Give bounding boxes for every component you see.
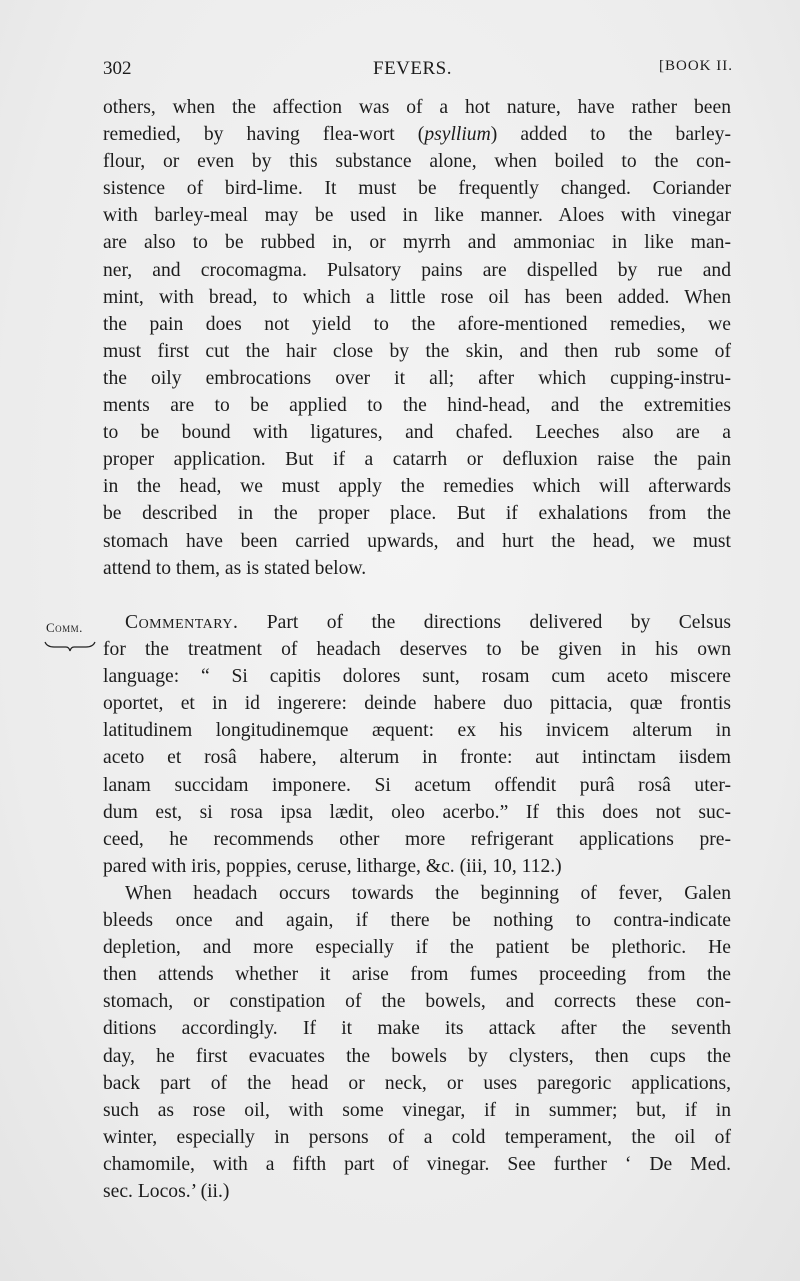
text-line: bleeds once and again, if there be nothing to contra-indicate — [103, 910, 731, 932]
text-line: proper application. But if a catarrh or defluxion raise the pain — [103, 449, 731, 471]
text-line: flour, or even by this substance alone, when boiled to the con- — [103, 151, 731, 173]
text-line: for the treatment of headach deserves to be given in his own — [103, 639, 731, 661]
text-line: stomach, or constipation of the bowels, and corrects these con- — [103, 991, 731, 1013]
text-line: depletion, and more especially if the patient be plethoric. He — [103, 937, 731, 959]
paragraph-continued — [103, 94, 731, 582]
page-header — [103, 58, 733, 82]
text-line: remedied, by having flea-wort (psyllium) added to the barley- — [103, 124, 732, 146]
text-line: to be bound with ligatures, and chafed. Leeches also are a — [103, 422, 731, 444]
text-line: in the head, we must apply the remedies which will afterwards — [103, 476, 731, 498]
text-line: the pain does not yield to the afore-mentioned remedies, we — [103, 313, 731, 335]
text-line: pared with iris, poppies, ceruse, litharge, &c. (iii, 10, 112.) — [103, 855, 562, 877]
text-line: ments are to be applied to the hind-head, and the extremities — [103, 395, 731, 417]
text-line: must first cut the hair close by the skin, and then rub some of — [103, 340, 731, 362]
text-line: ceed, he recommends other more refrigerant applications pre- — [103, 828, 731, 850]
text-line: back part of the head or neck, or uses paregoric applications, — [103, 1072, 731, 1094]
italic-term: psyllium — [424, 124, 491, 146]
text-line: day, he first evacuates the bowels by clysters, then cups the — [103, 1045, 731, 1067]
text-line: language: “ Si capitis dolores sunt, rosam cum aceto miscere — [103, 666, 731, 688]
text-fragment: Part of the directions delivered by Celsus — [238, 612, 731, 633]
commentary-paragraph — [103, 609, 731, 880]
text-line: sistence of bird-lime. It must be frequently changed. Coriander — [103, 178, 731, 200]
margin-brace — [44, 640, 96, 652]
text-line — [103, 609, 731, 636]
page-number: 302 — [103, 58, 132, 79]
text-line: then attends whether it arise from fumes proceeding from the — [103, 964, 731, 986]
text-line: with barley-meal may be used in like manner. Aloes with vinegar — [103, 205, 731, 227]
book-reference: [BOOK II. — [659, 58, 733, 74]
text-line: ner, and crocomagma. Pulsatory pains are dispelled by rue and — [103, 259, 731, 281]
text-line: be described in the proper place. But if exhalations from the — [103, 503, 731, 525]
text-line: mint, with bread, to which a little rose oil has been added. When — [103, 286, 731, 308]
margin-commentary-label: Comm. — [46, 620, 83, 635]
text-line: others, when the affection was of a hot nature, have rather been — [103, 97, 731, 118]
text-line: sec. Locos.’ (ii.) — [103, 1181, 230, 1203]
text-line: lanam succidam imponere. Si acetum offendit purâ rosâ uter- — [103, 774, 731, 796]
text-line: stomach have been carried upwards, and hurt the head, we must — [103, 530, 731, 552]
text-line: aceto et rosâ habere, alterum in fronte: aut intinctam iisdem — [103, 747, 731, 769]
paragraph-galen — [103, 880, 731, 1205]
text-line: chamomile, with a fifth part of vinegar. See further ‘ De Med. — [103, 1153, 731, 1175]
text-line: ditions accordingly. If it make its attack after the seventh — [103, 1018, 731, 1040]
text-line: attend to them, as is stated below. — [103, 557, 367, 579]
text-line: winter, especially in persons of a cold temperament, the oil of — [103, 1126, 731, 1148]
text-line: dum est, si rosa ipsa lædit, oleo acerbo.” If this does not suc- — [103, 801, 731, 823]
text-line: latitudinem longitudinemque æquent: ex his invicem alterum in — [103, 720, 731, 742]
text-line: the oily embrocations over it all; after which cupping-instru- — [103, 367, 731, 389]
text-line: are also to be rubbed in, or myrrh and ammoniac in like man- — [103, 232, 731, 254]
text-line: When headach occurs towards the beginning of fever, Galen — [125, 883, 731, 904]
text-line: oportet, et in id ingerere: deinde habere duo pittacia, quæ frontis — [103, 693, 731, 715]
text-line: such as rose oil, with some vinegar, if in summer; but, if in — [103, 1099, 731, 1121]
commentary-heading: Commentary. — [125, 612, 239, 633]
running-title: FEVERS. — [373, 58, 452, 79]
